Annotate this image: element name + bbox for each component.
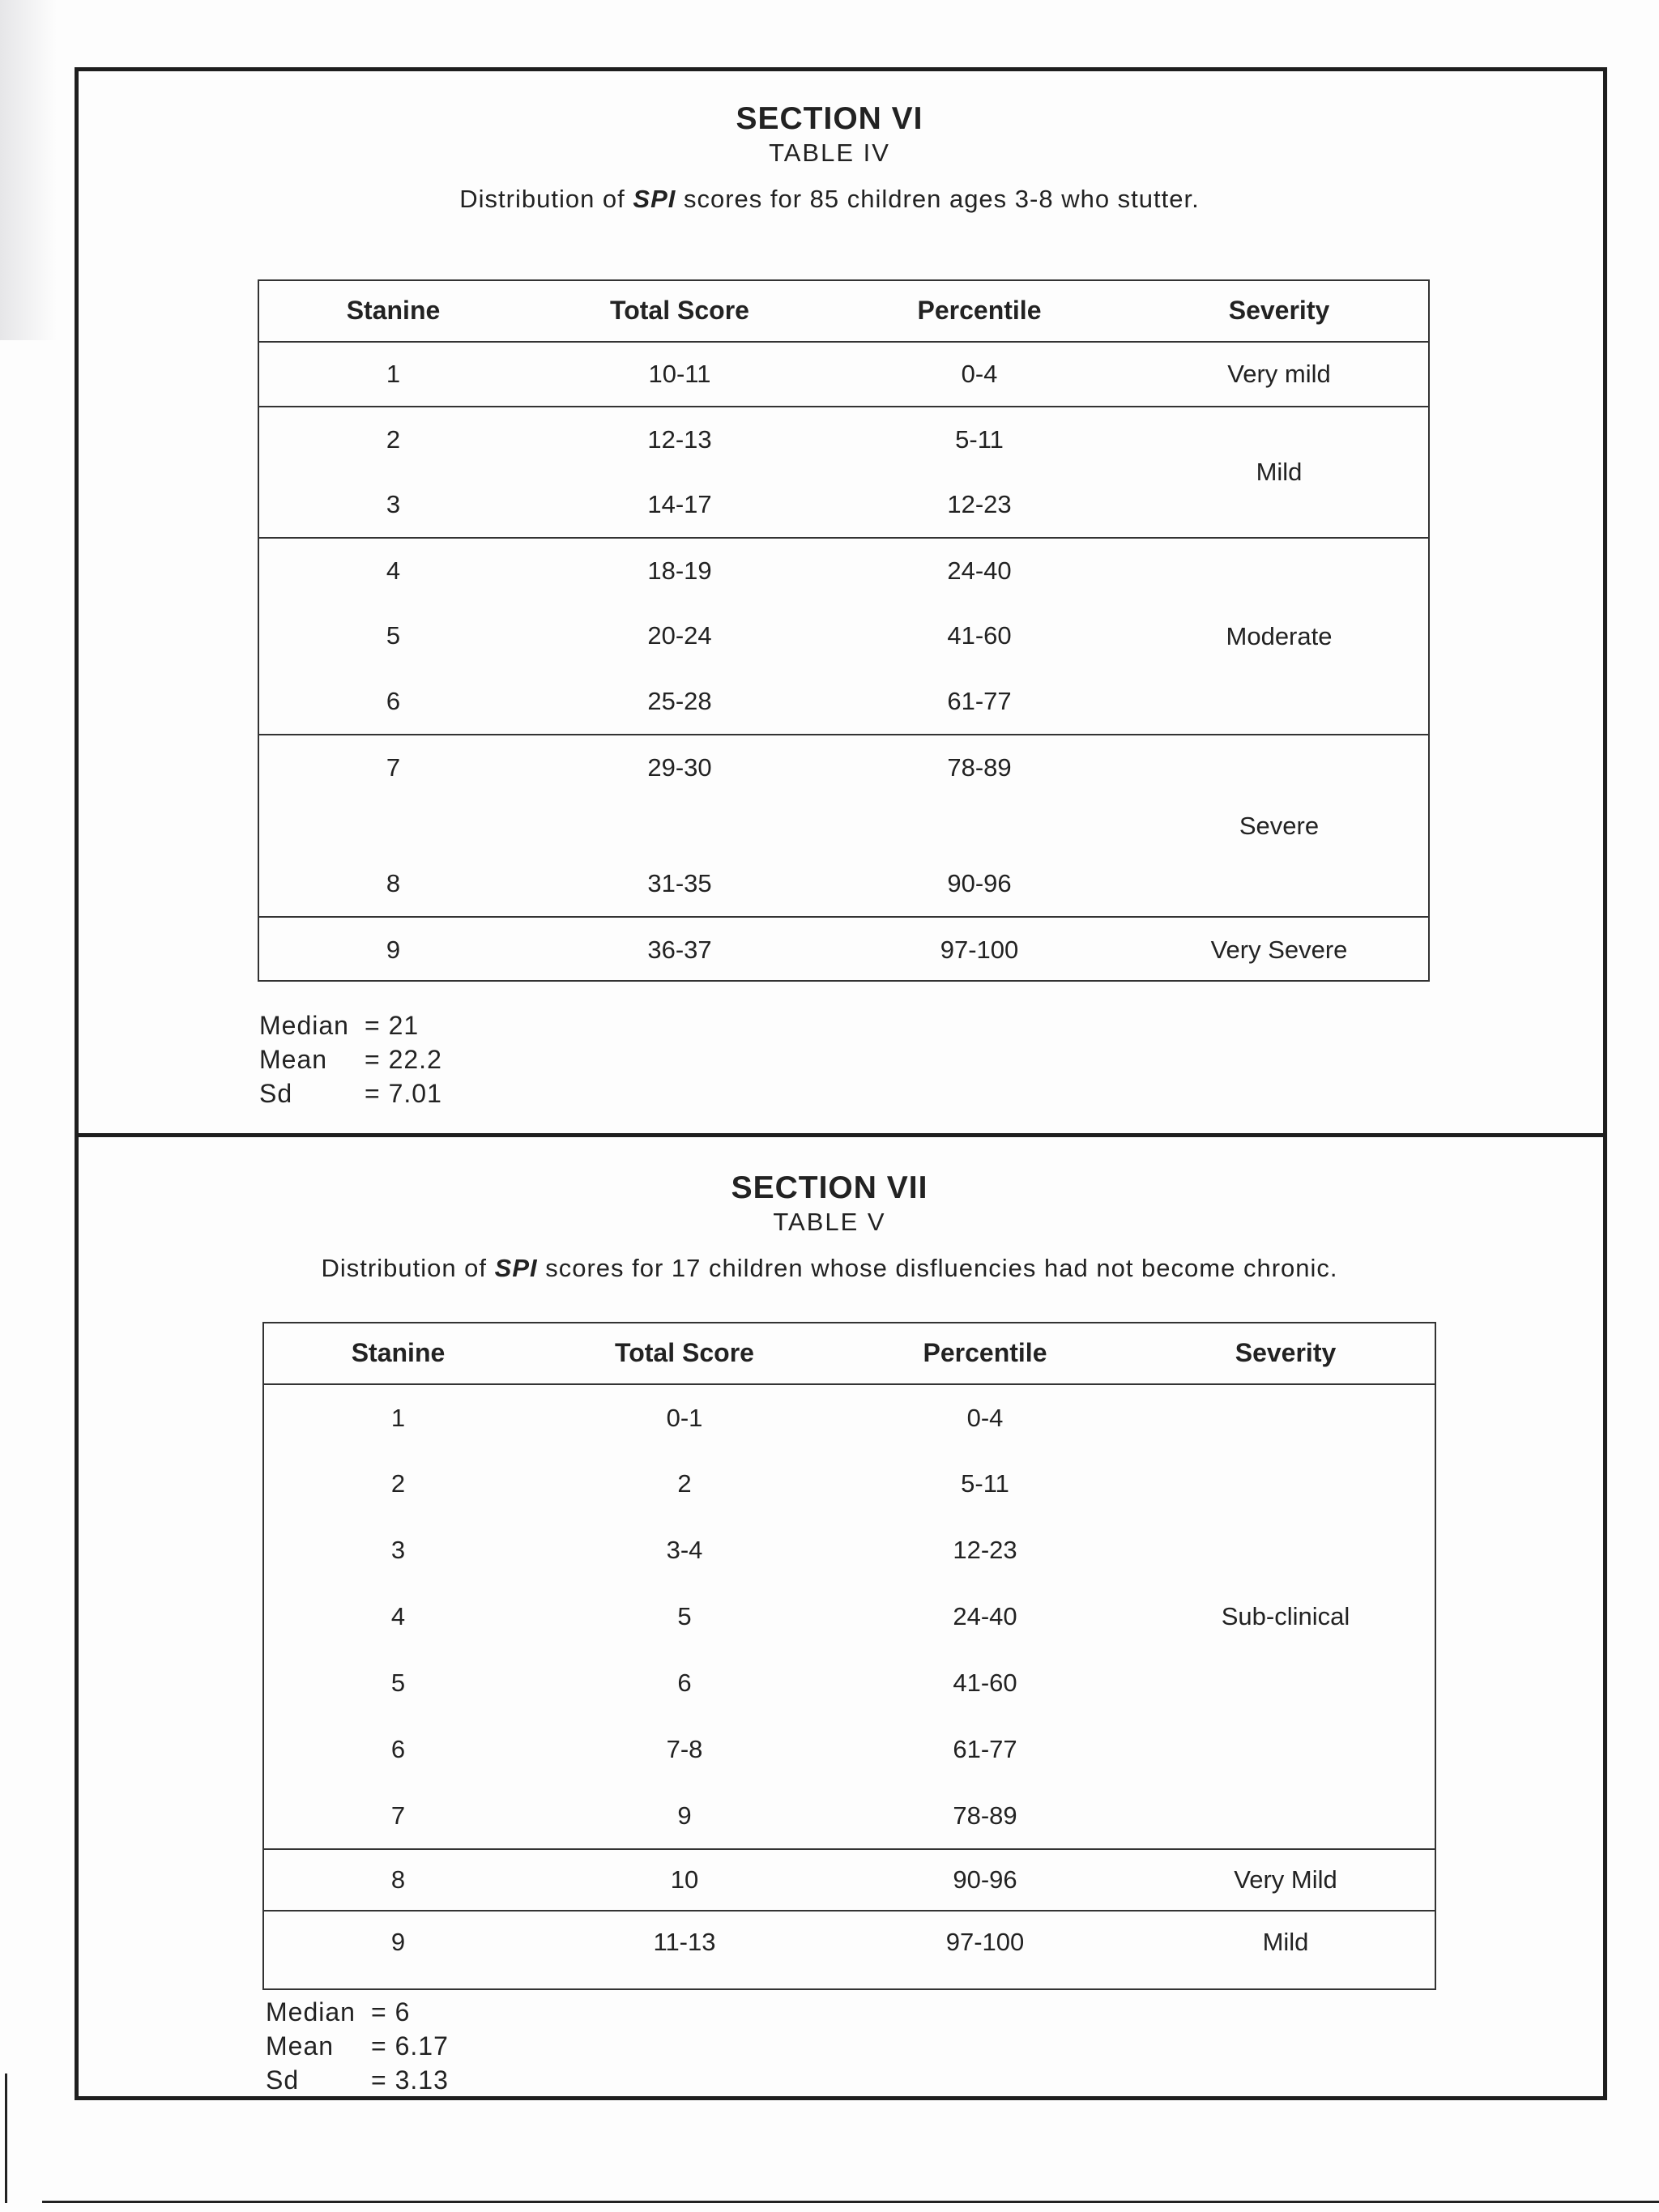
stat-median: Median = 6 (266, 1997, 411, 2027)
severity-cell: Sub-clinical (1135, 1384, 1436, 1849)
percentile-cell: 97-100 (830, 917, 1128, 982)
section-6-title: SECTION VI (736, 101, 923, 136)
percentile-cell: 0-4 (830, 342, 1128, 407)
scan-left-mark (5, 2073, 7, 2203)
section-6-header (0, 100, 1659, 215)
table-row (262, 1849, 1436, 1911)
table-row (262, 1384, 1436, 1451)
col-header-stanine: Stanine (258, 279, 529, 342)
severity-cell: Very mild (1128, 342, 1430, 407)
percentile-cell: 41-60 (947, 621, 1012, 650)
total-score-cell: 29-30 (529, 735, 830, 799)
stanine-cell: 8 (262, 1849, 534, 1911)
total-score-cell: 5 (677, 1602, 692, 1630)
table-row (258, 735, 1430, 799)
severity-cell: Severe (1128, 735, 1430, 917)
stat-mean: Mean = 6.17 (266, 2031, 449, 2061)
percentile-cell: 90-96 (947, 868, 1012, 897)
total-score-cell: 25-28 (647, 687, 712, 715)
total-score-cell: 12-13 (529, 407, 830, 471)
severity-cell: Moderate (1128, 538, 1430, 735)
total-score-cell: 0-1 (534, 1384, 835, 1451)
total-score-cell: 9 (677, 1801, 692, 1830)
severity-cell: Mild (1128, 407, 1430, 538)
stanine-cell: 5 (390, 1669, 406, 1697)
percentile-cell: 24-40 (953, 1602, 1017, 1630)
percentile-cell: 78-89 (953, 1801, 1017, 1830)
col-header-severity: Severity (1135, 1322, 1436, 1384)
total-score-cell: 31-35 (647, 868, 712, 897)
severity-cell: Very Mild (1135, 1849, 1436, 1911)
table-row (258, 407, 1430, 471)
percentile-cell: 41-60 (953, 1669, 1017, 1697)
stanine-cell: 7 (390, 1801, 406, 1830)
total-score-cell: 11-13 (534, 1911, 835, 1992)
table-5-caption: Distribution of SPI scores for 17 children whose disfluencies had not become chronic. (321, 1254, 1338, 1282)
percentile-cell: 78-89 (830, 735, 1128, 799)
total-score-cell: 6 (677, 1669, 692, 1697)
col-header-percentile: Percentile (830, 279, 1128, 342)
stanine-cell: 3 (386, 489, 401, 518)
table-4 (258, 279, 1430, 982)
stanine-cell: 2 (258, 407, 529, 471)
total-score-cell: 20-24 (647, 621, 712, 650)
total-score-cell: 2 (677, 1469, 692, 1498)
section-7-title: SECTION VII (731, 1170, 928, 1205)
stanine-cell: 1 (262, 1384, 534, 1451)
table-row (258, 538, 1430, 603)
total-score-cell: 10 (534, 1849, 835, 1911)
severity-cell: Mild (1135, 1911, 1436, 1992)
stat-sd: Sd = 3.13 (266, 2065, 449, 2095)
stanine-cell: 6 (386, 687, 401, 715)
stat-median: Median = 21 (259, 1011, 420, 1040)
total-score-cell: 14-17 (647, 489, 712, 518)
table-5-stats (266, 1995, 449, 2097)
section-7-header (0, 1170, 1659, 1285)
table-4-label: TABLE IV (769, 139, 890, 167)
table-row (262, 1911, 1436, 1992)
stanine-cell: 4 (390, 1602, 406, 1630)
stanine-cell: 9 (262, 1911, 534, 1992)
percentile-cell: 12-23 (947, 489, 1012, 518)
stanine-cell: 9 (258, 917, 529, 982)
percentile-cell: 61-77 (947, 687, 1012, 715)
stanine-cell: 3 (390, 1536, 406, 1564)
percentile-cell: 97-100 (835, 1911, 1135, 1992)
severity-cell: Very Severe (1128, 917, 1430, 982)
total-score-cell: 18-19 (529, 538, 830, 603)
stanine-cell: 1 (258, 342, 529, 407)
table-4-header-row (258, 279, 1430, 342)
col-header-percentile: Percentile (835, 1322, 1135, 1384)
bottom-rule (42, 2201, 1659, 2203)
percentile-cell: 5-11 (961, 1469, 1009, 1498)
table-4-caption: Distribution of SPI scores for 85 children ages 3-8 who stutter. (459, 185, 1200, 213)
table-5-header-row (262, 1322, 1436, 1384)
stanine-cell: 8 (386, 868, 401, 897)
table-row (258, 917, 1430, 982)
table-5 (262, 1322, 1436, 1992)
percentile-cell: 90-96 (835, 1849, 1135, 1911)
percentile-cell: 5-11 (830, 407, 1128, 471)
col-header-stanine: Stanine (262, 1322, 534, 1384)
col-header-severity: Severity (1128, 279, 1430, 342)
percentile-cell: 12-23 (953, 1536, 1017, 1564)
percentile-cell: 0-4 (835, 1384, 1135, 1451)
total-score-cell: 10-11 (529, 342, 830, 407)
stat-sd: Sd = 7.01 (259, 1079, 442, 1108)
table-5-label: TABLE V (773, 1208, 886, 1236)
percentile-cell: 61-77 (953, 1735, 1017, 1763)
table-row (258, 342, 1430, 407)
stanine-cell: 7 (258, 735, 529, 799)
col-header-total-score: Total Score (534, 1322, 835, 1384)
section-divider (75, 1133, 1607, 1137)
percentile-cell: 24-40 (830, 538, 1128, 603)
total-score-cell: 36-37 (529, 917, 830, 982)
total-score-cell: 7-8 (666, 1735, 703, 1763)
stat-mean: Mean = 22.2 (259, 1045, 442, 1074)
stanine-cell: 6 (390, 1735, 406, 1763)
stanine-cell: 2 (390, 1469, 406, 1498)
col-header-total-score: Total Score (529, 279, 830, 342)
stanine-cell: 5 (386, 621, 401, 650)
table-4-stats (259, 1008, 442, 1110)
total-score-cell: 3-4 (666, 1536, 703, 1564)
stanine-cell: 4 (258, 538, 529, 603)
